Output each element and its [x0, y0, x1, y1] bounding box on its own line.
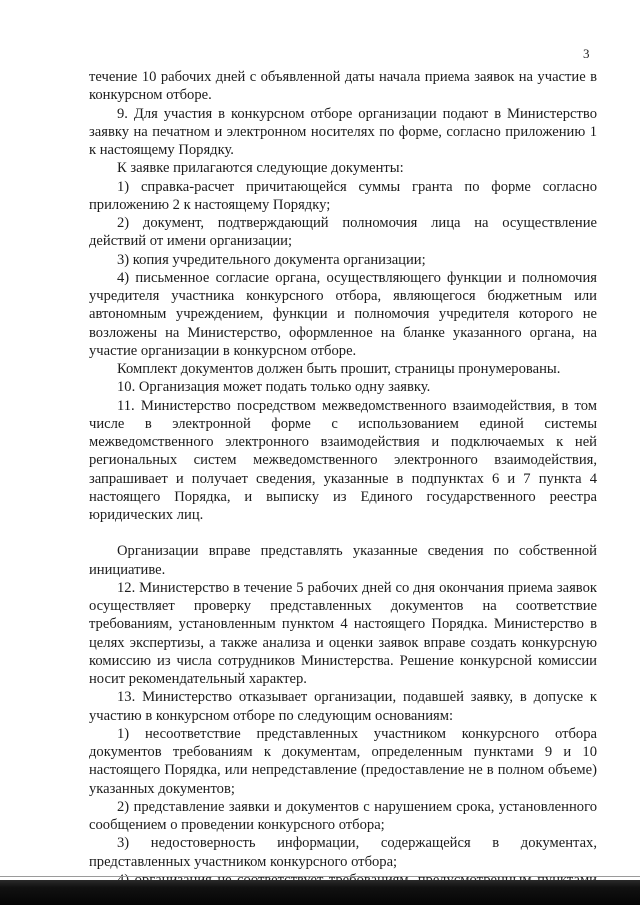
paragraph: К заявке прилагаются следующие документы:	[117, 160, 404, 177]
document-body	[89, 68, 597, 907]
scan-bottom-edge	[0, 880, 640, 905]
paragraph: 13. Министерство отказывает организации, подавшей заявку, в допуске к участию в конкурсном отборе по следующим основаниям:	[89, 689, 597, 724]
paragraph: 1) несоответствие представленных участником конкурсного отбора документов требованиям к документам, определенным пунктами 9 и 10 настоящего Порядка, или непредставление (предоставление не в полном объеме) указанных документов;	[89, 725, 597, 797]
paragraph: 11. Министерство посредством межведомственного взаимодействия, в том числе в электронной форме с использованием единой системы межведомственного электронного взаимодействия и подключаемых к ней региональных систем межведомственного электронного взаимодействия, запрашивает и получает сведения, указанные в подпунктах 6 и 7 пункта 4 настоящего Порядка, и выписку из Единого государственного реестра юридических лиц.	[89, 397, 597, 523]
page-number: 3	[583, 46, 590, 61]
paragraph: 2) представление заявки и документов с нарушением срока, установленного сообщением о проведении конкурсного отбора;	[89, 798, 597, 833]
scan-edge-line	[0, 876, 640, 877]
paragraph: Комплект документов должен быть прошит, страницы пронумерованы.	[117, 361, 561, 377]
paragraph: 9. Для участия в конкурсном отборе организации подают в Министерство заявку на печатном и электронном носителях по форме, согласно приложению 1 к настоящему Порядку.	[89, 105, 597, 158]
paragraph: Организации вправе представлять указанные сведения по собственной инициативе.	[89, 543, 597, 578]
paragraph: 3) недостоверность информации, содержащейся в документах, представленных участником конкурсного отбора;	[89, 835, 597, 870]
paragraph: 1) справка-расчет причитающейся суммы гранта по форме согласно приложению 2 к настоящему Порядку;	[89, 178, 597, 213]
paragraph: течение 10 рабочих дней с объявленной даты начала приема заявок на участие в конкурсном отборе.	[89, 69, 597, 104]
paragraph: 10. Организация может подать только одну заявку.	[117, 379, 431, 396]
paragraph: 2) документ, подтверждающий полномочия лица на осуществление действий от имени организации;	[89, 215, 597, 250]
paragraph: 12. Министерство в течение 5 рабочих дней со дня окончания приема заявок осуществляет проверку представленных документов на соответствие требованиям, установленным пунктом 4 настоящего Порядка. Министерство в целях экспертизы, а также анализа и оценки заявок вправе создать конкурсную комиссию из числа сотрудников Министерства. Решение конкурсной комиссии носит рекомендательный характер.	[89, 579, 597, 687]
paragraph: 4) письменное согласие органа, осуществляющего функции и полномочия учредителя участника конкурсного отбора, являющегося бюджетным или автономным учреждением, функции и полномочия учредителя которого не возложены на Министерство, оформленное на бланке указанного органа, на участие организации в конкурсном отборе.	[89, 269, 597, 359]
paragraph: 3) копия учредительного документа организации;	[117, 251, 426, 268]
